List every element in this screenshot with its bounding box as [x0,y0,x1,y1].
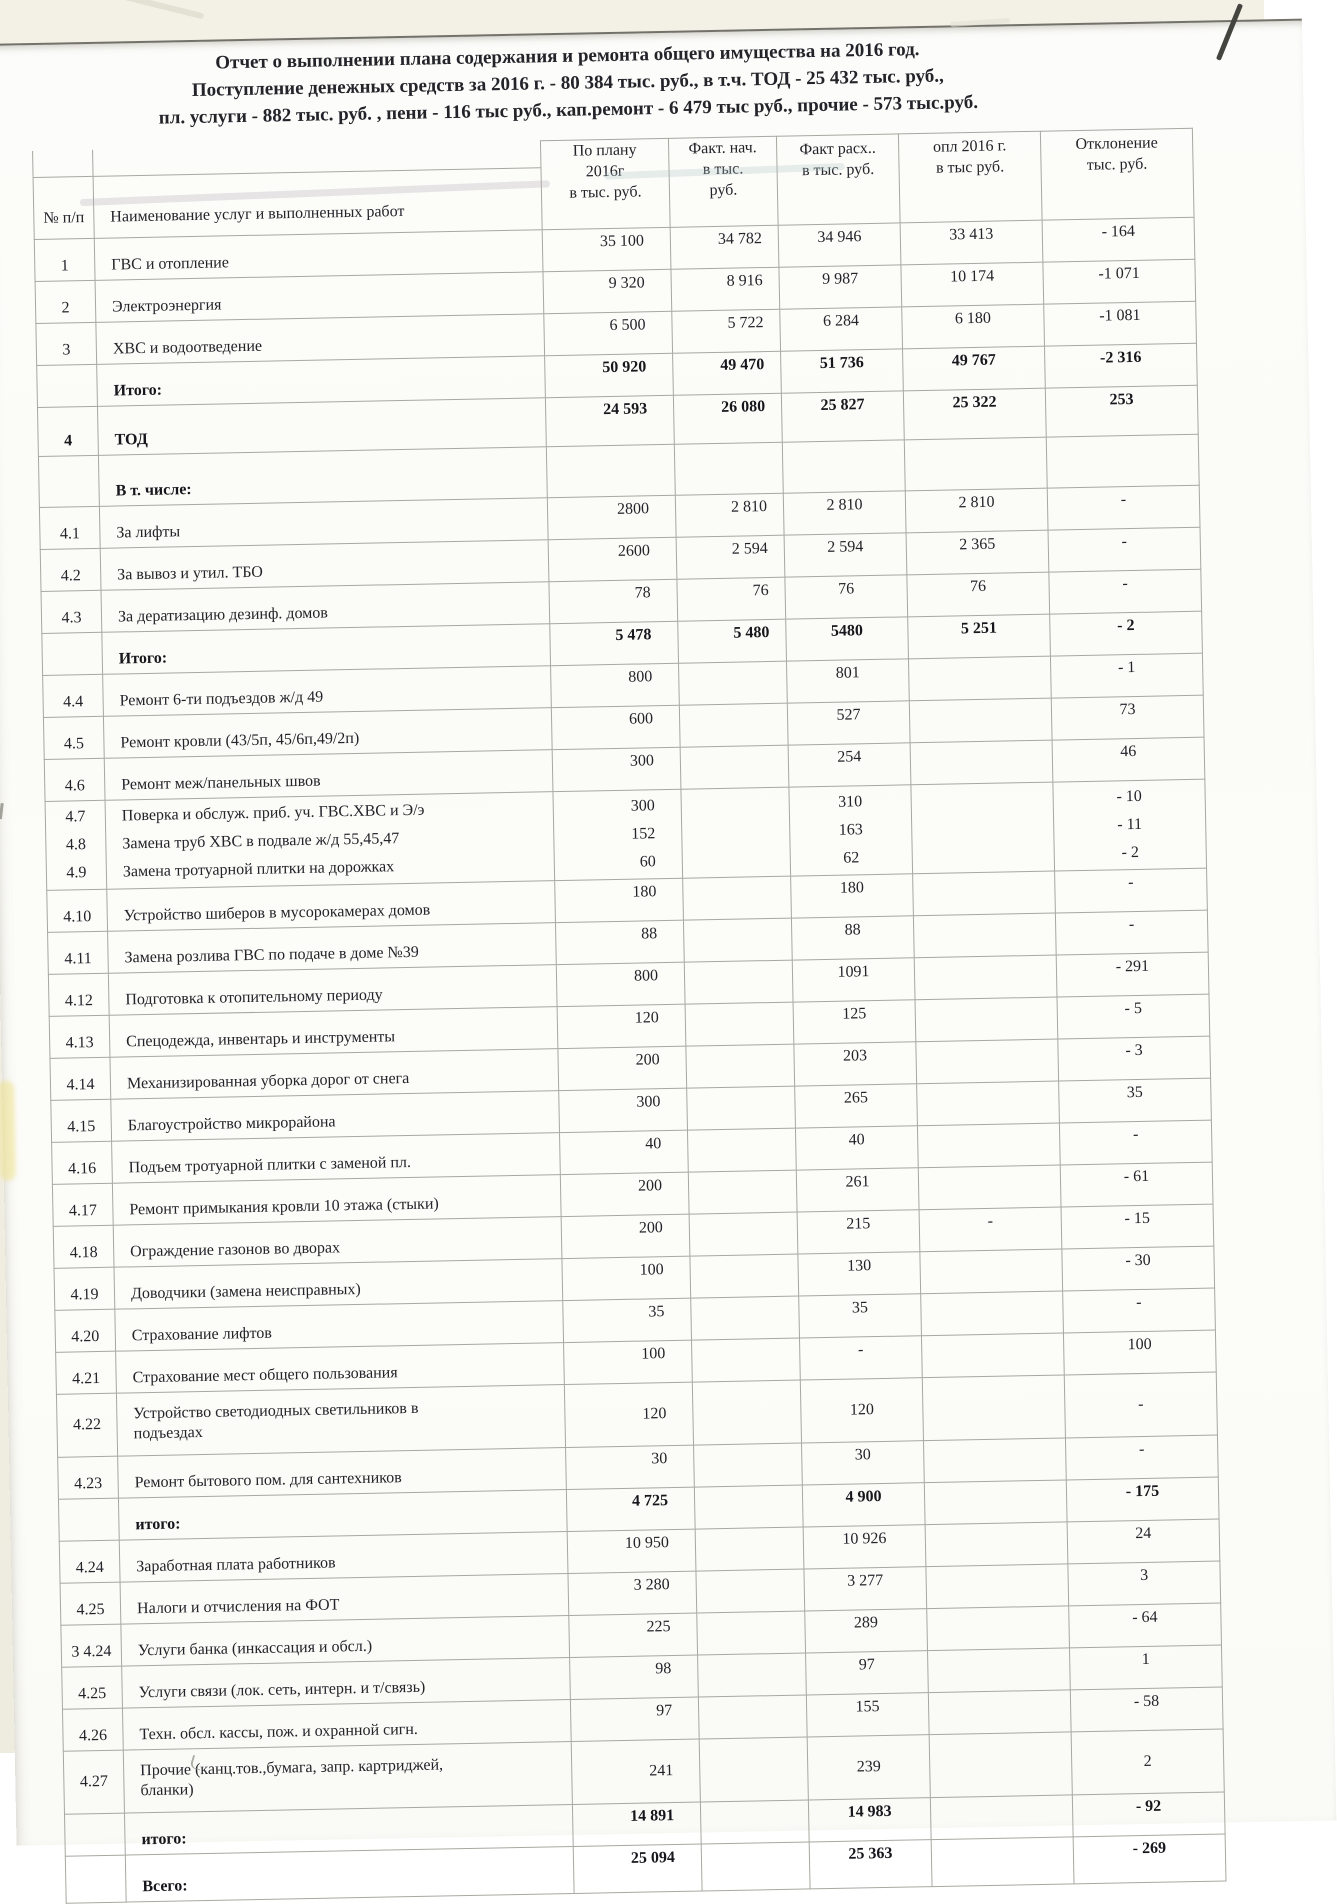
fact-accrued-value [683,876,792,920]
plan-value: 120 [557,1004,686,1048]
service-name: Техн. обсл. кассы, пож. и охранной сигн. [122,1699,571,1750]
plan-value: 88 [555,920,684,964]
fact-accrued-value [692,1380,801,1445]
deviation-value: - 92 [1072,1791,1225,1836]
report-title-line1: Отчет о выполнении плана содержания и ремонта общего имущества на 2016 год. [215,39,920,74]
deviation-value: - 15 [1061,1204,1214,1249]
deviation-value: - 58 [1070,1686,1223,1731]
row-num: 4.25 [60,1582,121,1625]
service-name: Налоги и отчисления на ФОТ [120,1573,569,1624]
fact-accrued-value: 5 480 [678,619,787,663]
deviation-value: 24 [1067,1519,1220,1564]
deviation-value [1046,434,1199,488]
row-num: 4.7 4.8 4.9 [45,800,107,890]
deviation-value: - [1065,1435,1218,1480]
plan-value: 78 [549,579,678,623]
fact-expense-value: 30 [801,1440,924,1484]
service-name: В т. числе: [98,446,547,506]
column-header-opl: опл 2016 г. в тыс руб. [898,131,1042,222]
fact-accrued-value [685,1002,794,1046]
service-name: За лифты [99,497,548,548]
fact-accrued-value [687,1128,796,1172]
row-num: 4.12 [48,973,109,1016]
scan-artifact-streak-a [111,0,205,19]
service-name: Механизированная уборка дорог от снега [110,1048,559,1099]
fact-expense-value: 203 [794,1041,917,1085]
service-name: Ремонт бытового пом. для сантехников [118,1447,567,1498]
fact-expense-value: 25 363 [809,1839,932,1888]
plan-value: 50 920 [545,353,674,397]
fact-accrued-value [700,1799,809,1843]
report-table-body [34,217,1226,1903]
fact-accrued-value [697,1610,806,1654]
paid-value [922,1374,1065,1440]
fact-accrued-value [691,1296,800,1340]
deviation-value: -1 081 [1044,301,1197,346]
deviation-value: 1 [1069,1645,1222,1690]
fact-expense-value: - [799,1335,922,1379]
service-name: Итого: [97,355,546,406]
fact-accrued-value: 49 470 [673,351,782,395]
row-num [37,364,98,407]
paid-value: 49 767 [903,346,1046,391]
deviation-value: - 3 [1058,1036,1211,1081]
paper-sheet [0,19,1336,1895]
service-name: Устройство шиберов в мусорокамерах домов [107,880,556,931]
fact-expense-value: 5480 [786,616,909,660]
fact-accrued-value: 8 916 [671,267,780,311]
fact-accrued-value [674,442,783,495]
plan-value: 2600 [548,537,677,581]
fact-accrued-value: 2 594 [676,535,785,579]
paid-value [931,1836,1074,1886]
service-name: За вывоз и утил. ТБО [100,539,549,590]
fact-accrued-value [686,1044,795,1088]
paid-value [917,1123,1060,1168]
paid-value [904,437,1047,491]
paid-value: 25 322 [903,388,1046,440]
deviation-value: - 1 [1050,653,1203,698]
paid-value: 33 413 [900,220,1043,265]
fact-expense-value: 14 983 [808,1797,931,1841]
paid-value [916,1039,1059,1084]
fact-accrued-value [692,1338,801,1382]
plan-value: 200 [560,1172,689,1216]
deviation-value: - 61 [1060,1162,1213,1207]
paid-value [908,656,1051,701]
row-num: 4.2 [40,548,101,591]
deviation-value: - 291 [1056,952,1209,997]
row-num: 4.21 [56,1351,117,1394]
plan-value: 300 152 60 [553,789,683,880]
row-num: 4.11 [48,931,109,974]
row-num [58,1498,119,1541]
paid-value [917,1081,1060,1126]
deviation-value: 73 [1051,695,1204,740]
row-num: 4.18 [53,1225,114,1268]
plan-value: 40 [559,1130,688,1174]
paid-value [923,1437,1066,1482]
plan-value [546,444,675,497]
service-name: Электроэнергия [95,271,544,322]
deviation-value: - [1055,910,1208,955]
fact-expense-value: 10 926 [803,1524,926,1568]
service-name: Страхование мест общего пользования [116,1342,565,1393]
deviation-value: 35 [1059,1078,1212,1123]
fact-expense-value: 6 284 [780,306,903,350]
paid-value [918,1165,1061,1210]
fact-expense-value: 97 [806,1650,929,1694]
fact-accrued-value: 26 080 [673,393,782,444]
fact-accrued-value [687,1086,796,1130]
fact-accrued-value [696,1569,805,1613]
row-num: 2 [35,280,96,323]
fact-expense-value: 1091 [792,957,915,1001]
deviation-value: - [1049,569,1202,614]
paid-value [925,1521,1068,1566]
service-name: Страхование лифтов [115,1300,564,1351]
fact-expense-value: 130 [798,1251,921,1295]
fact-expense-value [782,439,905,492]
service-name: ХВС и водоотведение [96,313,545,364]
row-num: 4.6 [44,758,105,801]
fact-accrued-value [679,661,788,705]
fact-expense-value: 9 987 [779,264,902,308]
paid-value [913,913,1056,958]
plan-value: 241 [571,1739,700,1804]
plan-value: 120 [564,1382,693,1447]
fact-expense-value: 88 [791,915,914,959]
deviation-value: - [1063,1288,1216,1333]
fact-accrued-value [701,1841,810,1890]
fact-expense-value: 2 810 [783,490,906,534]
service-name: Устройство светодиодных светильников в подъездах [116,1384,565,1456]
paper-content [0,21,1337,1904]
plan-value: 2800 [547,495,676,539]
paid-value: - [919,1206,1062,1251]
column-header-fact-rash: Факт расх.. в тыс. руб. [776,134,900,225]
plan-value: 30 [566,1445,695,1489]
service-name: Услуги связи (лок. сеть, интерн. и т/связь) [122,1657,571,1708]
deviation-value: - [1064,1372,1217,1438]
plan-value: 180 [555,878,684,922]
row-num: 4.26 [62,1708,123,1751]
deviation-value: -1 071 [1043,259,1196,304]
plan-value: 600 [551,705,680,749]
service-name: Доводчики (замена неисправных) [114,1258,563,1309]
fact-accrued-value [680,745,789,789]
deviation-value: 2 [1071,1728,1224,1794]
deviation-value: - 30 [1062,1246,1215,1291]
row-num: 4.4 [43,674,104,717]
service-name: Поверка и обслуж. приб. уч. ГВС.ХВС и Э/э Замена труб ХВС в подвале ж/д 55,45,47 Замена тротуарной плитки на дорожках [105,791,555,889]
service-name: ГВС и отопление [94,229,543,280]
row-num: 4.1 [39,506,100,549]
paid-value [914,955,1057,1000]
paid-value: 10 174 [901,262,1044,307]
fact-expense-value: 125 [793,999,916,1043]
row-num: 4.16 [52,1141,113,1184]
paid-value: 76 [907,572,1050,617]
fact-accrued-value [695,1527,804,1571]
row-num [64,1813,125,1856]
fact-expense-value: 51 736 [781,348,904,392]
fact-accrued-value: 34 782 [670,225,779,269]
service-name: За дератизацию дезинф. домов [101,581,550,632]
row-num: 4.23 [58,1456,119,1499]
plan-value: 200 [558,1046,687,1090]
row-num: 4.14 [50,1057,111,1100]
fact-expense-value: 239 [807,1734,930,1799]
deviation-value: - 10 - 11 - 2 [1053,779,1207,871]
deviation-value: - [1055,868,1208,913]
report-title-line2: Поступление денежных средств за 2016 г. - 80 384 тыс. руб., в т.ч. ТОД - 25 432 тыс. руб., [191,65,945,101]
row-num: 4.24 [59,1540,120,1583]
paid-value [927,1605,1070,1650]
service-name: Замена розлива ГВС по подаче в доме №39 [108,922,557,973]
fact-accrued-value [681,787,791,878]
plan-value: 300 [552,747,681,791]
column-header-otklonenie: Отклонение тыс. руб. [1040,128,1194,219]
paid-value [921,1332,1064,1377]
service-name: Услуги банка (инкассация и обсл.) [121,1615,570,1666]
plan-value: 100 [562,1256,691,1300]
plan-value: 300 [559,1088,688,1132]
plan-value: 10 950 [567,1529,696,1573]
row-num: 1 [34,238,95,281]
row-num: 4 [37,406,98,456]
paid-value [920,1248,1063,1293]
service-name: Спецодежда, инвентарь и инструменты [109,1006,558,1057]
fact-expense-value: 4 900 [802,1482,925,1526]
fact-accrued-value [689,1212,798,1256]
fact-expense-value: 261 [796,1167,919,1211]
deviation-value: - [1048,527,1201,572]
paid-value [915,997,1058,1042]
fact-expense-value: 310 163 62 [789,784,913,875]
plan-value: 9 320 [543,269,672,313]
row-num [38,455,99,507]
fact-accrued-value [694,1485,803,1529]
deviation-value: - [1059,1120,1212,1165]
service-name: Ремонт 6-ти подъездов ж/д 49 [103,665,552,716]
plan-value: 200 [561,1214,690,1258]
fact-expense-value: 2 594 [784,532,907,576]
row-num: 4.25 [62,1666,123,1709]
fact-accrued-value: 5 722 [672,309,781,353]
fact-expense-value: 120 [800,1377,923,1442]
service-name: Итого: [102,623,551,674]
deviation-value: 46 [1052,737,1205,782]
plan-value: 4 725 [566,1487,695,1531]
deviation-value: - 64 [1069,1603,1222,1648]
plan-value: 25 094 [573,1844,702,1893]
deviation-value: - 175 [1066,1477,1219,1522]
column-header-num: № п/п [33,149,95,239]
fact-expense-value: 254 [788,742,911,786]
service-name: ТОД [97,397,546,455]
paid-value [913,871,1056,916]
row-num: 4.17 [52,1183,113,1226]
row-num [65,1855,126,1903]
fact-expense-value: 3 277 [804,1566,927,1610]
fact-accrued-value [699,1736,808,1801]
plan-value: 5 478 [550,621,679,665]
paid-value: 6 180 [902,304,1045,349]
deviation-value: - [1047,485,1200,530]
paid-value [909,698,1052,743]
service-name: Подъем тротуарной плитки с заменой пл. [112,1132,561,1183]
row-num: 4.15 [51,1099,112,1142]
fact-accrued-value [683,918,792,962]
deviation-value: 3 [1068,1561,1221,1606]
plan-value: 14 891 [572,1802,701,1846]
service-name: Ограждение газонов во дворах [113,1216,562,1267]
row-num: 4.22 [56,1393,117,1457]
fact-accrued-value [698,1694,807,1738]
report-title-block [27,32,1108,134]
plan-value: 3 280 [568,1571,697,1615]
plan-value: 35 100 [542,227,671,271]
report-title-line3: пл. услуги - 882 тыс. руб. , пени - 116 тыс руб., кап.ремонт - 6 479 тыс руб., прочие - 573 тыс.руб. [158,91,979,129]
fact-accrued-value [694,1443,803,1487]
fact-expense-value: 25 827 [781,390,904,441]
column-header-fact-nach: Факт. нач. в тыс. руб. [668,136,778,227]
paid-value [926,1563,1069,1608]
service-name: Прочие (канц.тов.,бумага, запр. картриджей, бланки) [123,1741,572,1813]
fact-accrued-value [688,1170,797,1214]
paid-value [911,782,1055,874]
plan-value: 35 [563,1298,692,1342]
fact-expense-value: 40 [795,1125,918,1169]
row-num: 4.20 [55,1309,116,1352]
fact-expense-value: 265 [795,1083,918,1127]
plan-value: 98 [570,1655,699,1699]
fact-expense-value: 289 [805,1608,928,1652]
fact-accrued-value: 2 810 [675,493,784,537]
service-name: Всего: [125,1846,574,1902]
fact-expense-value: 34 946 [778,222,901,266]
paid-value [928,1689,1071,1734]
column-header-name: Наименование услуг и выполненных работ [93,141,543,238]
deviation-value: - 5 [1057,994,1210,1039]
paid-value [928,1647,1071,1692]
plan-value: 800 [556,962,685,1006]
paid-value [924,1479,1067,1524]
fact-accrued-value [690,1254,799,1298]
plan-value: 100 [564,1340,693,1384]
fact-expense-value: 180 [791,873,914,917]
plan-value: 6 500 [544,311,673,355]
fact-expense-value: 35 [799,1293,922,1337]
report-table [32,128,1226,1903]
row-num: 4.3 [41,590,102,633]
service-name: Ремонт кровли (43/5п, 45/6п,49/2п) [103,707,552,758]
fact-expense-value: 215 [797,1209,920,1253]
row-num [42,632,103,675]
fact-accrued-value [698,1652,807,1696]
service-name: Заработная плата работников [119,1531,568,1582]
row-num: 3 [36,322,97,365]
service-name: Ремонт примыкания кровли 10 этажа (стыки) [112,1174,561,1225]
service-name: итого: [118,1489,567,1540]
fact-accrued-value [684,960,793,1004]
deviation-value: 253 [1045,385,1198,437]
deviation-value: - 2 [1050,611,1203,656]
fact-expense-value: 155 [806,1692,929,1736]
paid-value [930,1794,1073,1839]
plan-value: 97 [570,1697,699,1741]
paid-value [929,1731,1072,1797]
fact-accrued-value [679,703,788,747]
paid-value: 2 365 [906,530,1049,575]
plan-value: 800 [551,663,680,707]
deviation-value: -2 316 [1044,343,1197,388]
row-num: 4.13 [49,1015,110,1058]
service-name: Ремонт меж/панельных швов [104,749,553,800]
paid-value [910,740,1053,785]
row-num: 4.19 [54,1267,115,1310]
plan-value: 225 [569,1613,698,1657]
deviation-value: 100 [1063,1330,1216,1375]
fact-expense-value: 76 [785,574,908,618]
fact-expense-value: 527 [787,700,910,744]
row-num: 4.10 [47,889,108,932]
fact-expense-value: 801 [786,658,909,702]
plan-value: 24 593 [545,395,674,446]
paid-value [921,1290,1064,1335]
service-name: Благоустройство микрорайона [111,1090,560,1141]
paid-value: 2 810 [905,488,1048,533]
deviation-value: - 164 [1042,217,1195,262]
column-header-plan: По плану 2016г в тыс. руб. [540,138,670,229]
deviation-value: - 269 [1073,1833,1226,1883]
row-num: 3 4.24 [61,1624,122,1667]
fact-accrued-value: 76 [677,577,786,621]
row-num: 4.5 [43,716,104,759]
service-name: Подготовка к отопительному периоду [108,964,557,1015]
paid-value: 5 251 [908,614,1051,659]
service-name: итого: [124,1804,573,1855]
row-num: 4.27 [63,1750,124,1814]
